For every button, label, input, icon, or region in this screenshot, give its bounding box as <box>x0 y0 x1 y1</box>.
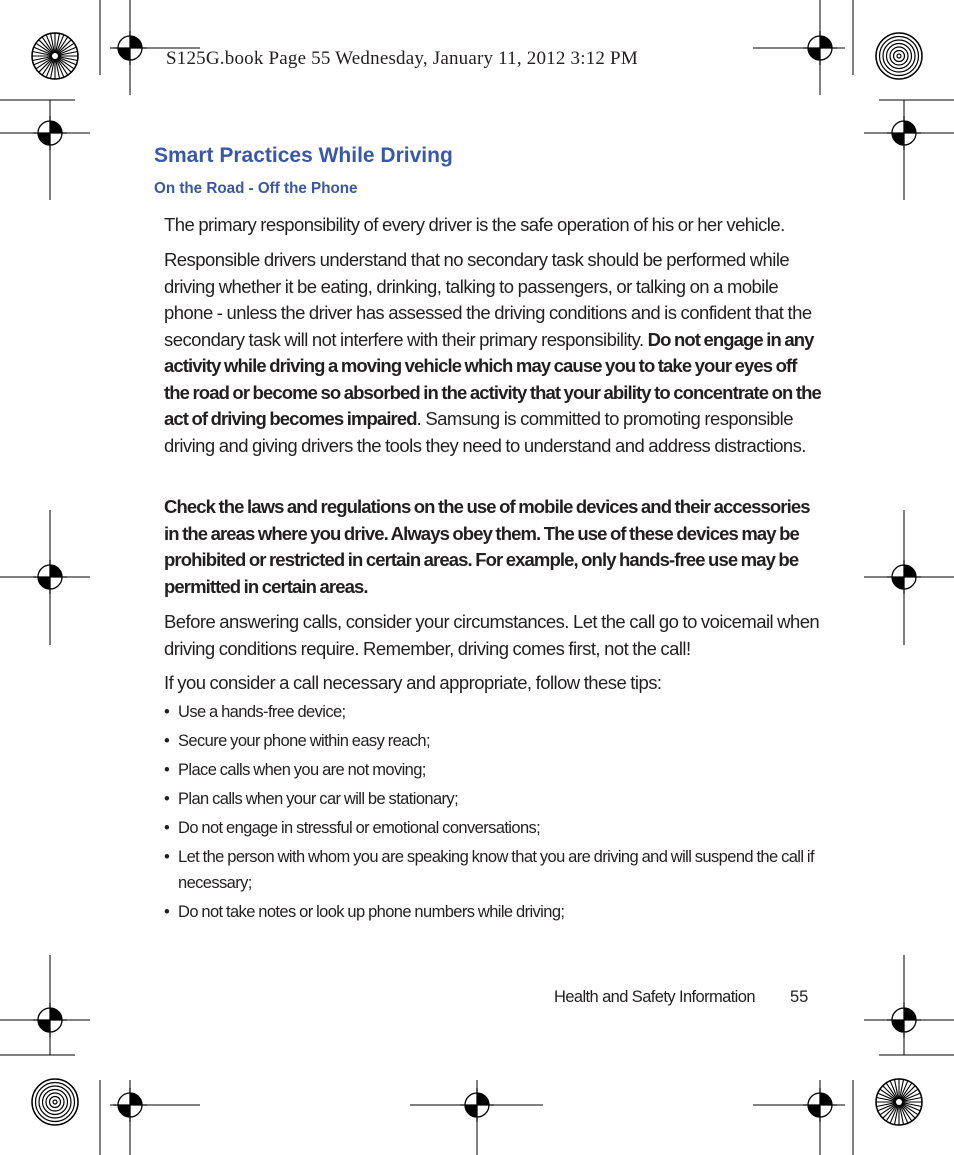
paragraph-before-answering: Before answering calls, consider your circumstances. Let the call go to voicemail when driving conditions require. Remember, driving comes first, not the call! <box>164 611 820 659</box>
paragraph-bold-warning: Do not engage in any activity while driving a moving vehicle which may cause you to take your eyes off the road or become so absorbed in the activity that your ability to concentrate on the act of driving becomes impaired <box>164 328 821 429</box>
paragraph-bold-laws: Check the laws and regulations on the use of mobile devices and their accessories in the areas where you drive. Always obey them. The use of these devices may be prohibited or restricted in certain areas. For example, only hands-free use may be permitted in certain areas. <box>164 496 810 597</box>
section-title: Smart Practices While Driving <box>154 144 453 167</box>
tips-list <box>164 700 824 929</box>
list-item: • Do not take notes or look up phone numbers while driving; <box>164 900 824 926</box>
list-item: • Place calls when you are not moving; <box>164 758 824 784</box>
bullet-icon: • <box>164 790 170 808</box>
footer-section-label: Health and Safety Information <box>554 988 755 1006</box>
bullet-icon: • <box>164 732 170 750</box>
page-number: 55 <box>790 988 809 1006</box>
bullet-icon: • <box>164 902 170 921</box>
paragraph-text: . Samsung is committed to promoting responsible driving and giving drivers the tools they need to understand and address distractions. <box>164 408 806 456</box>
bullet-icon: • <box>164 761 170 779</box>
paragraph-text: Responsible drivers understand that no secondary task should be performed while driving whether it be eating, drinking, talking to passengers, or talking on a mobile phone - unless the driver has assessed the driving conditions and is confident that the secondary task will not interfere with their primary responsibility. <box>164 249 812 350</box>
list-item: • Secure your phone within easy reach; <box>164 729 824 755</box>
paragraph-tips-intro: If you consider a call necessary and appropriate, follow these tips: <box>164 672 662 693</box>
list-item: • Do not engage in stressful or emotional conversations; <box>164 816 824 842</box>
bullet-icon: • <box>164 819 170 837</box>
paragraph-laws-regulations <box>164 494 824 600</box>
list-item: • Use a hands-free device; <box>164 700 824 726</box>
bullet-icon: • <box>164 848 170 866</box>
paragraph-primary-responsibility: The primary responsibility of every driver is the safe operation of his or her vehicle. <box>164 214 785 235</box>
paragraph-responsible-drivers <box>164 247 824 459</box>
bullet-icon: • <box>164 703 170 721</box>
subsection-title: On the Road - Off the Phone <box>154 180 358 197</box>
print-slug-line: S125G.book Page 55 Wednesday, January 11, 2012 3:12 PM <box>166 48 638 69</box>
list-item: • Let the person with whom you are speaking know that you are driving and will suspend the call if necessary; <box>164 845 824 896</box>
list-item: • Plan calls when your car will be stationary; <box>164 787 824 813</box>
